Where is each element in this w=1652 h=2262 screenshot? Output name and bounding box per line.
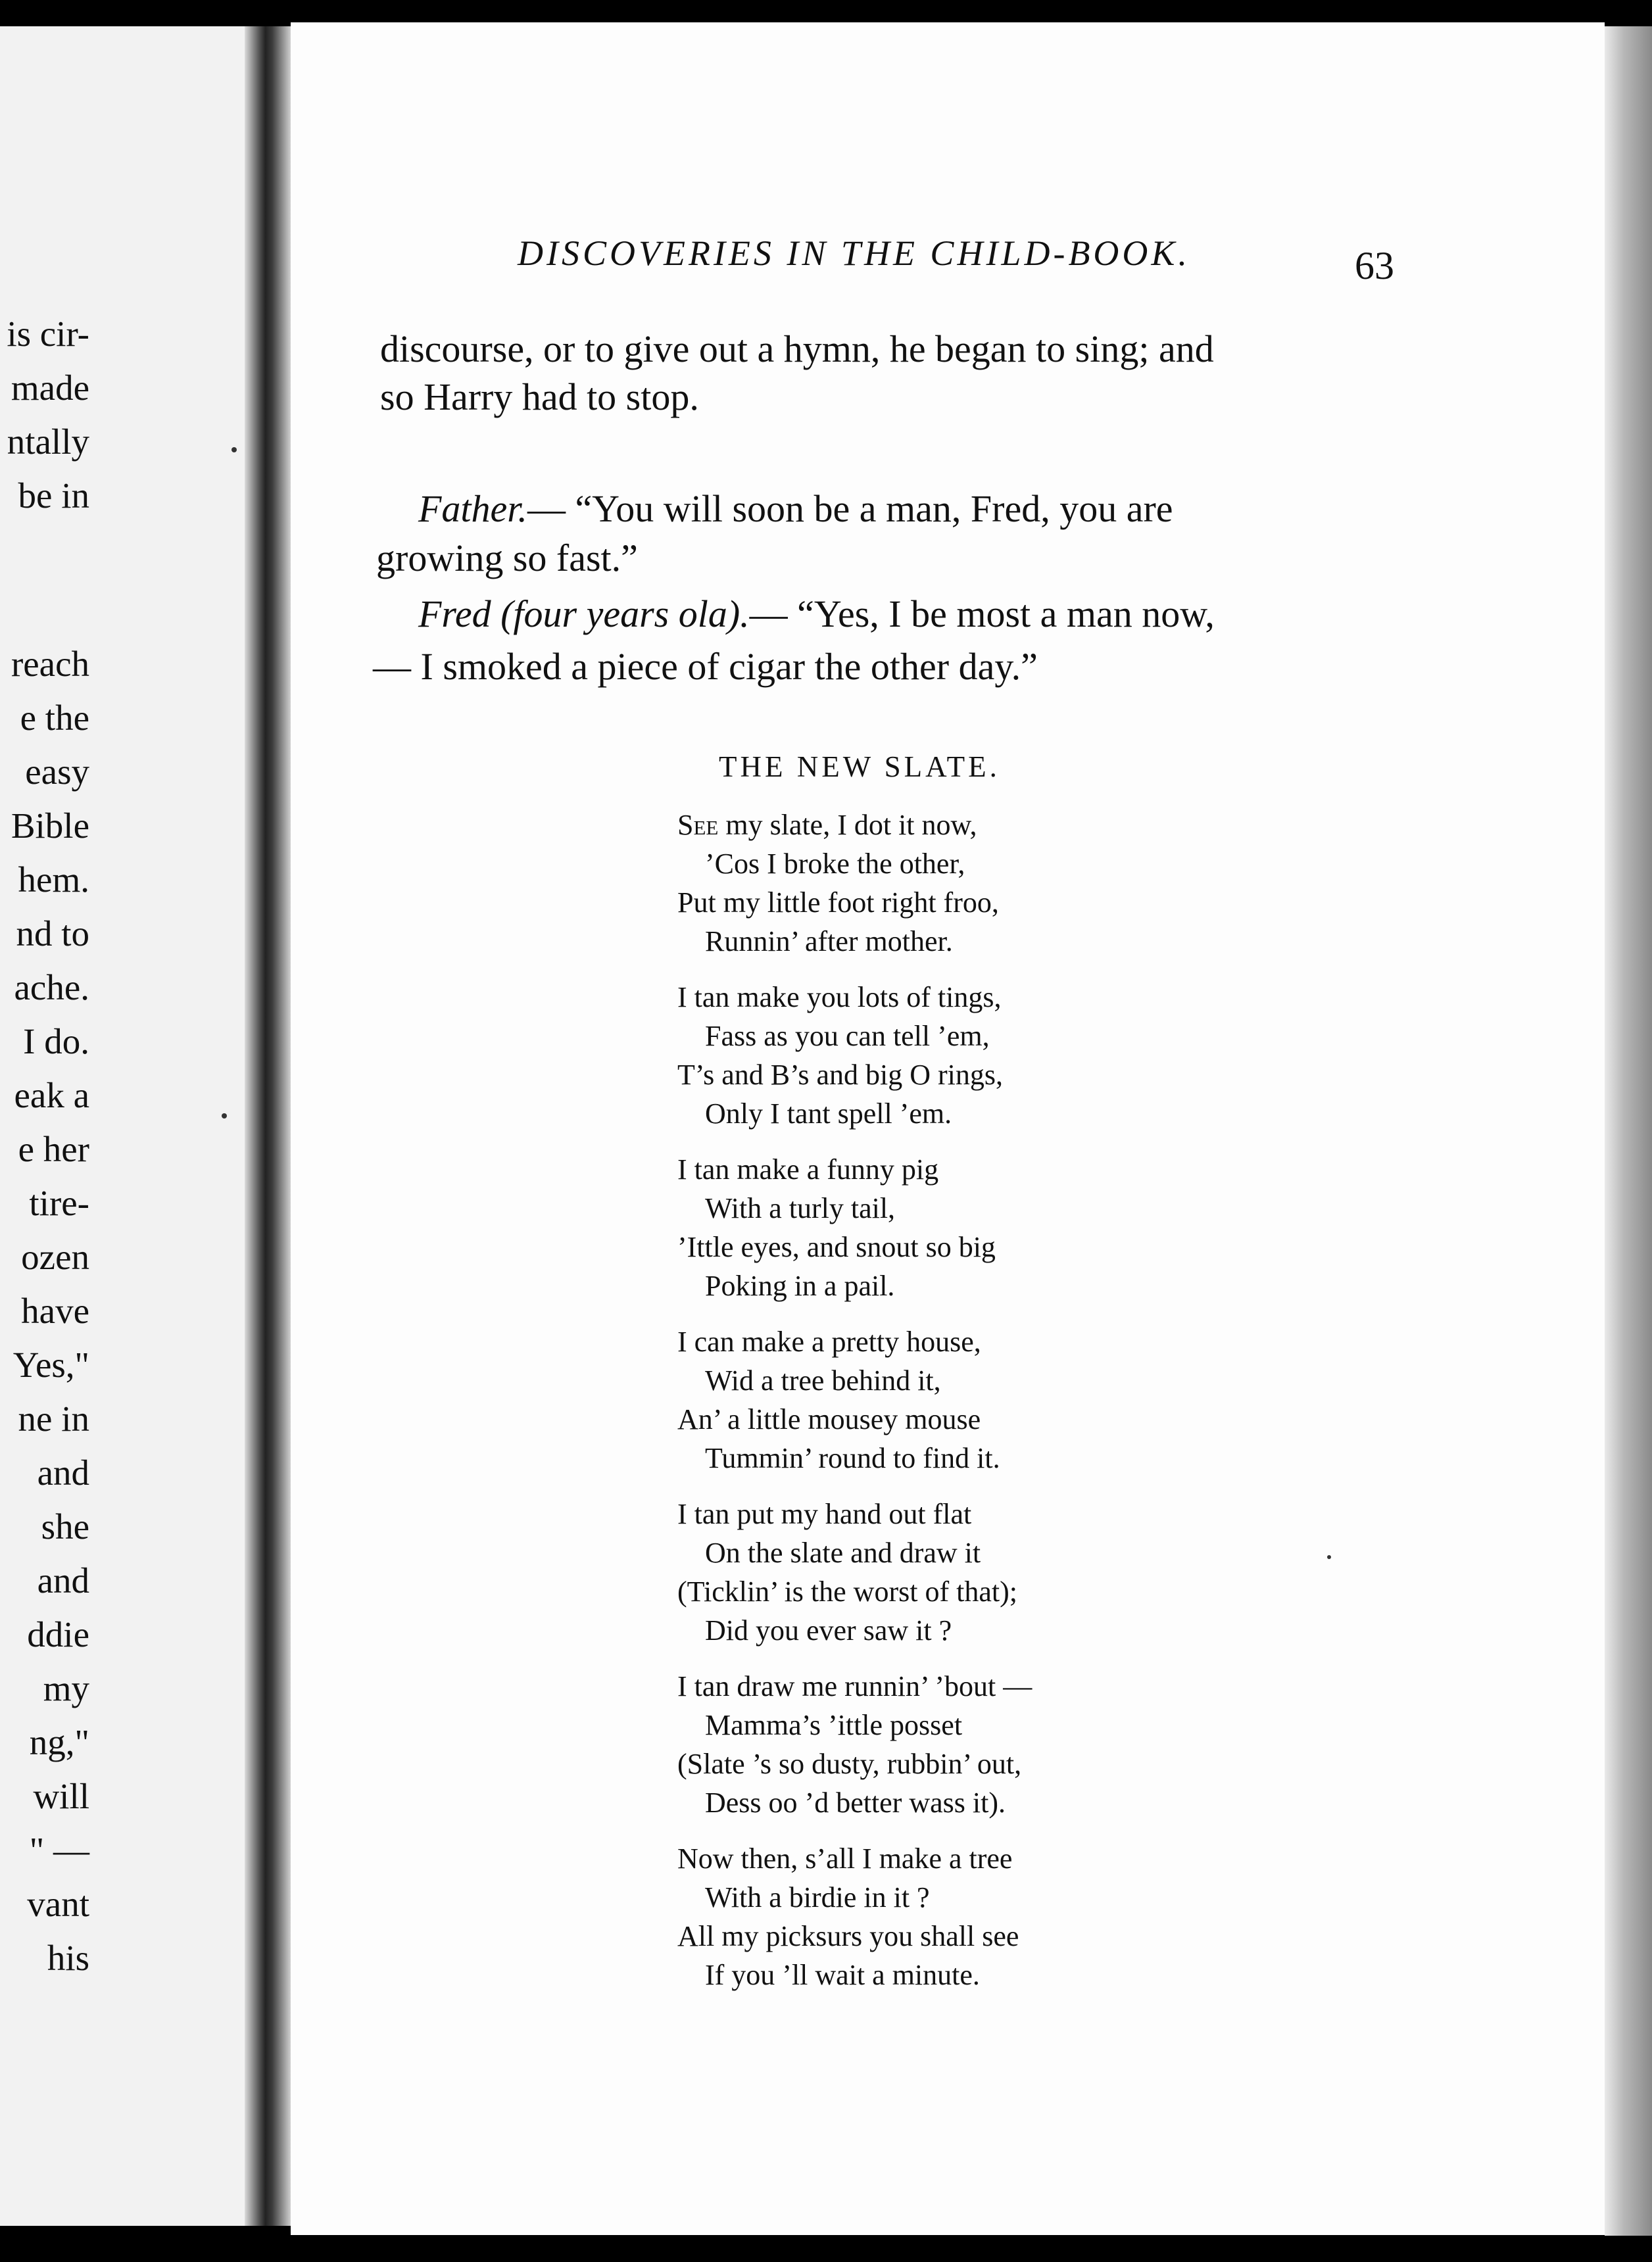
left-page-line: ntally	[7, 421, 89, 462]
poem-line: Only I tant spell ’em.	[705, 1097, 952, 1130]
poem-line: Put my little foot right froo,	[677, 886, 999, 919]
poem-line: Dess oo ’d better wass it).	[705, 1787, 1006, 1819]
left-page-line: his	[47, 1938, 89, 1978]
poem-line	[677, 806, 1032, 844]
poem-line: Wid a tree behind it,	[705, 1364, 941, 1397]
left-page-line: reach	[11, 644, 89, 684]
poem-line: With a turly tail,	[705, 1192, 896, 1224]
poem	[677, 806, 1032, 2011]
print-speck	[222, 1113, 227, 1119]
left-page-line: my	[43, 1668, 89, 1708]
left-page-line: she	[41, 1506, 89, 1547]
poem-line: On the slate and draw it	[705, 1537, 981, 1569]
poem-line: Tummin’ round to find it.	[705, 1442, 1000, 1474]
left-page-line: nd to	[16, 913, 89, 953]
left-page-line: easy	[25, 752, 89, 792]
poem-line: I tan make a funny pig	[677, 1153, 939, 1186]
left-page-line: and	[37, 1453, 89, 1493]
left-page-line: and	[37, 1560, 89, 1600]
poem-line: ’Ittle eyes, and snout so big	[677, 1231, 996, 1263]
dialogue-fred	[418, 592, 1215, 636]
prose-line: discourse, or to give out a hymn, he began to sing; and	[380, 327, 1214, 370]
print-speck	[231, 447, 237, 452]
poem-line: With a birdie in it ?	[705, 1881, 930, 1913]
poem-stanza	[677, 978, 1032, 1133]
left-page-line: tire-	[29, 1183, 89, 1223]
prose-line: so Harry had to stop.	[380, 375, 699, 418]
left-page-line: Bible	[11, 806, 89, 846]
dialogue-father	[418, 487, 1173, 531]
prose-line: — I smoked a piece of cigar the other day.”	[373, 645, 1038, 688]
poem-line: Did you ever saw it ?	[705, 1614, 952, 1647]
poem-line: ’Cos I broke the other,	[705, 848, 965, 880]
left-page-line: ng,"	[29, 1722, 89, 1762]
poem-stanza	[677, 1667, 1032, 1822]
left-page-line: hem.	[18, 859, 89, 900]
left-page-line: ddie	[27, 1614, 89, 1654]
left-page-line: is cir-	[7, 314, 89, 354]
poem-line: (Ticklin’ is the worst of that);	[677, 1576, 1017, 1608]
poem-line: I tan make you lots of tings,	[677, 981, 1002, 1013]
left-page-line: have	[21, 1291, 89, 1331]
left-page-line: eak a	[14, 1075, 89, 1115]
poem-stanza	[677, 806, 1032, 961]
poem-line: I tan draw me runnin’ ’bout —	[677, 1670, 1032, 1702]
poem-line: Runnin’ after mother.	[705, 925, 953, 957]
poem-line: All my picksurs you shall see	[677, 1920, 1019, 1952]
poem-stanza	[677, 1839, 1032, 1994]
poem-line: Fass as you can tell ’em,	[705, 1020, 990, 1052]
poem-line-text: my slate, I dot it now,	[725, 809, 977, 841]
poem-line: If you ’ll wait a minute.	[705, 1959, 980, 1991]
poem-line: I can make a pretty house,	[677, 1326, 981, 1358]
dialogue-text: — “You will soon be a man, Fred, you are	[527, 487, 1173, 530]
poem-stanza	[677, 1495, 1032, 1650]
left-page-line: ne in	[18, 1399, 89, 1439]
left-page-line: will	[33, 1776, 89, 1816]
page-edge	[1605, 26, 1652, 2236]
speaker-father: Father.	[418, 487, 527, 530]
poem-line: Mamma’s ’ittle posset	[705, 1709, 963, 1741]
left-page-line: be in	[18, 475, 89, 516]
poem-line: I tan put my hand out flat	[677, 1498, 972, 1530]
running-head: DISCOVERIES IN THE CHILD-BOOK.	[518, 233, 1190, 273]
left-page-line: Yes,"	[12, 1345, 89, 1385]
speaker-fred: Fred (four years ola).	[418, 592, 750, 635]
poem-title: THE NEW SLATE.	[719, 750, 1000, 783]
poem-line: Poking in a pail.	[705, 1270, 895, 1302]
left-page-line: " —	[29, 1830, 89, 1870]
poem-stanza	[677, 1322, 1032, 1478]
left-page-line: vant	[27, 1884, 89, 1924]
page-number: 63	[1355, 244, 1394, 287]
print-speck	[1327, 1555, 1331, 1559]
left-page-line: made	[11, 368, 89, 408]
left-page-line: e the	[20, 698, 89, 738]
book-gutter	[245, 26, 291, 2226]
poem-first-word: See	[677, 809, 719, 841]
poem-line: T’s and B’s and big O rings,	[677, 1059, 1003, 1091]
dialogue-text: — “Yes, I be most a man now,	[749, 592, 1215, 635]
left-page-line: I do.	[23, 1021, 89, 1061]
left-page-line: ozen	[21, 1237, 89, 1277]
poem-stanza	[677, 1150, 1032, 1305]
left-page-line: e her	[18, 1129, 89, 1169]
poem-line: Now then, s’all I make a tree	[677, 1842, 1013, 1875]
left-page-line: ache.	[14, 967, 89, 1007]
poem-line: An’ a little mousey mouse	[677, 1403, 981, 1435]
prose-line: growing so fast.”	[376, 537, 638, 579]
poem-line: (Slate ’s so dusty, rubbin’ out,	[677, 1748, 1022, 1780]
